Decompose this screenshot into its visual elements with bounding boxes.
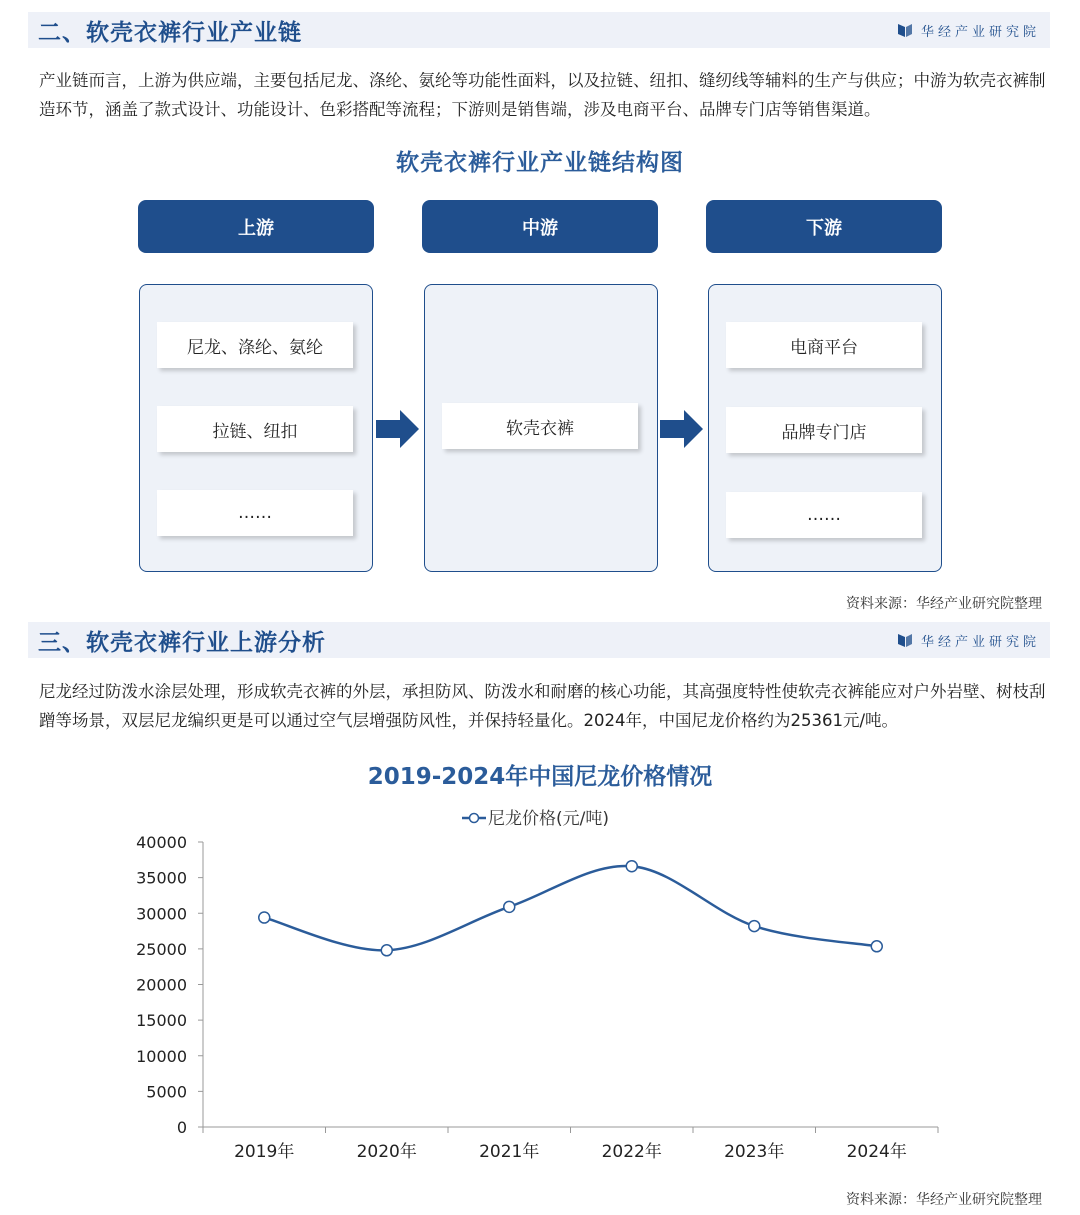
y-tick-label: 5000: [146, 1082, 187, 1102]
y-axis: [136, 833, 203, 1137]
y-tick-label: 10000: [136, 1046, 187, 1066]
legend-marker: [470, 814, 479, 823]
downstream-item: 电商平台: [726, 322, 922, 368]
data-point: [259, 912, 270, 923]
x-tick-label: 2022年: [601, 1142, 662, 1162]
diagram-source: 资料来源：华经产业研究院整理: [846, 596, 1042, 612]
downstream-item: ……: [726, 492, 922, 538]
downstream-item: 品牌专门店: [726, 407, 922, 453]
arrow-right-icon: [660, 408, 704, 450]
data-point: [749, 921, 760, 932]
data-point: [871, 941, 882, 952]
brand-logo: [897, 21, 1040, 40]
y-tick-label: 15000: [136, 1011, 187, 1031]
y-tick-label: 0: [176, 1118, 187, 1137]
brand-icon: [897, 632, 913, 648]
upstream-item: ……: [157, 490, 353, 536]
brand-name: 华经产业研究院: [920, 24, 1040, 40]
chart-legend: [462, 809, 609, 829]
section2-paragraph: 产业链而言，上游为供应端，主要包括尼龙、涤纶、氨纶等功能性面料，以及拉链、纽扣、缝纫线等辅料的生产与供应；中游为软壳衣裤制造环节，涵盖了款式设计、功能设计、色彩搭配等流程；下游则是销售端，涉及电商平台、品牌专门店等销售渠道。: [39, 71, 1046, 119]
midstream-header: 中游: [422, 200, 658, 253]
y-tick-label: 25000: [136, 939, 187, 959]
x-tick-label: 2019年: [234, 1142, 295, 1162]
brand-name: 华经产业研究院: [920, 634, 1040, 650]
y-tick-label: 40000: [136, 833, 187, 852]
section3-header: [28, 622, 1050, 658]
chart-series: [259, 861, 883, 956]
y-tick-label: 30000: [136, 904, 187, 924]
brand-icon: [897, 22, 913, 38]
downstream-header: 下游: [706, 200, 942, 253]
x-tick-label: 2020年: [356, 1142, 417, 1162]
upstream-header: 上游: [138, 200, 374, 253]
chart-title: 2019-2024年中国尼龙价格情况: [367, 764, 713, 790]
arrow-right-icon: [376, 408, 420, 450]
diagram-title: 软壳衣裤行业产业链结构图: [396, 150, 684, 176]
x-tick-label: 2023年: [724, 1142, 785, 1162]
x-tick-label: 2024年: [846, 1142, 907, 1162]
legend-label: 尼龙价格(元/吨): [488, 809, 609, 829]
section2-header: [28, 12, 1050, 48]
brand-logo: [897, 631, 1040, 650]
chart-source: 资料来源：华经产业研究院整理: [846, 1192, 1042, 1208]
section3-title: 三、软壳衣裤行业上游分析: [38, 629, 326, 656]
line-chart: [0, 800, 1080, 1180]
y-tick-label: 35000: [136, 868, 187, 888]
section2-title: 二、软壳衣裤行业产业链: [38, 19, 302, 46]
y-tick-label: 20000: [136, 975, 187, 995]
x-axis: [203, 1127, 938, 1162]
section3-paragraph: 尼龙经过防泼水涂层处理，形成软壳衣裤的外层，承担防风、防泼水和耐磨的核心功能，其高强度特性使软壳衣裤能应对户外岩壁、树枝刮蹭等场景，双层尼龙编织更是可以通过空气层增强防风性，并保持轻量化。2024年，中国尼龙价格约为25361元/吨。: [39, 682, 1046, 730]
data-point: [504, 901, 515, 912]
upstream-item: 拉链、纽扣: [157, 406, 353, 452]
upstream-item: 尼龙、涤纶、氨纶: [157, 322, 353, 368]
midstream-item: 软壳衣裤: [442, 403, 638, 449]
series-line: [264, 866, 877, 950]
data-point: [381, 945, 392, 956]
data-point: [626, 861, 637, 872]
x-tick-label: 2021年: [479, 1142, 540, 1162]
